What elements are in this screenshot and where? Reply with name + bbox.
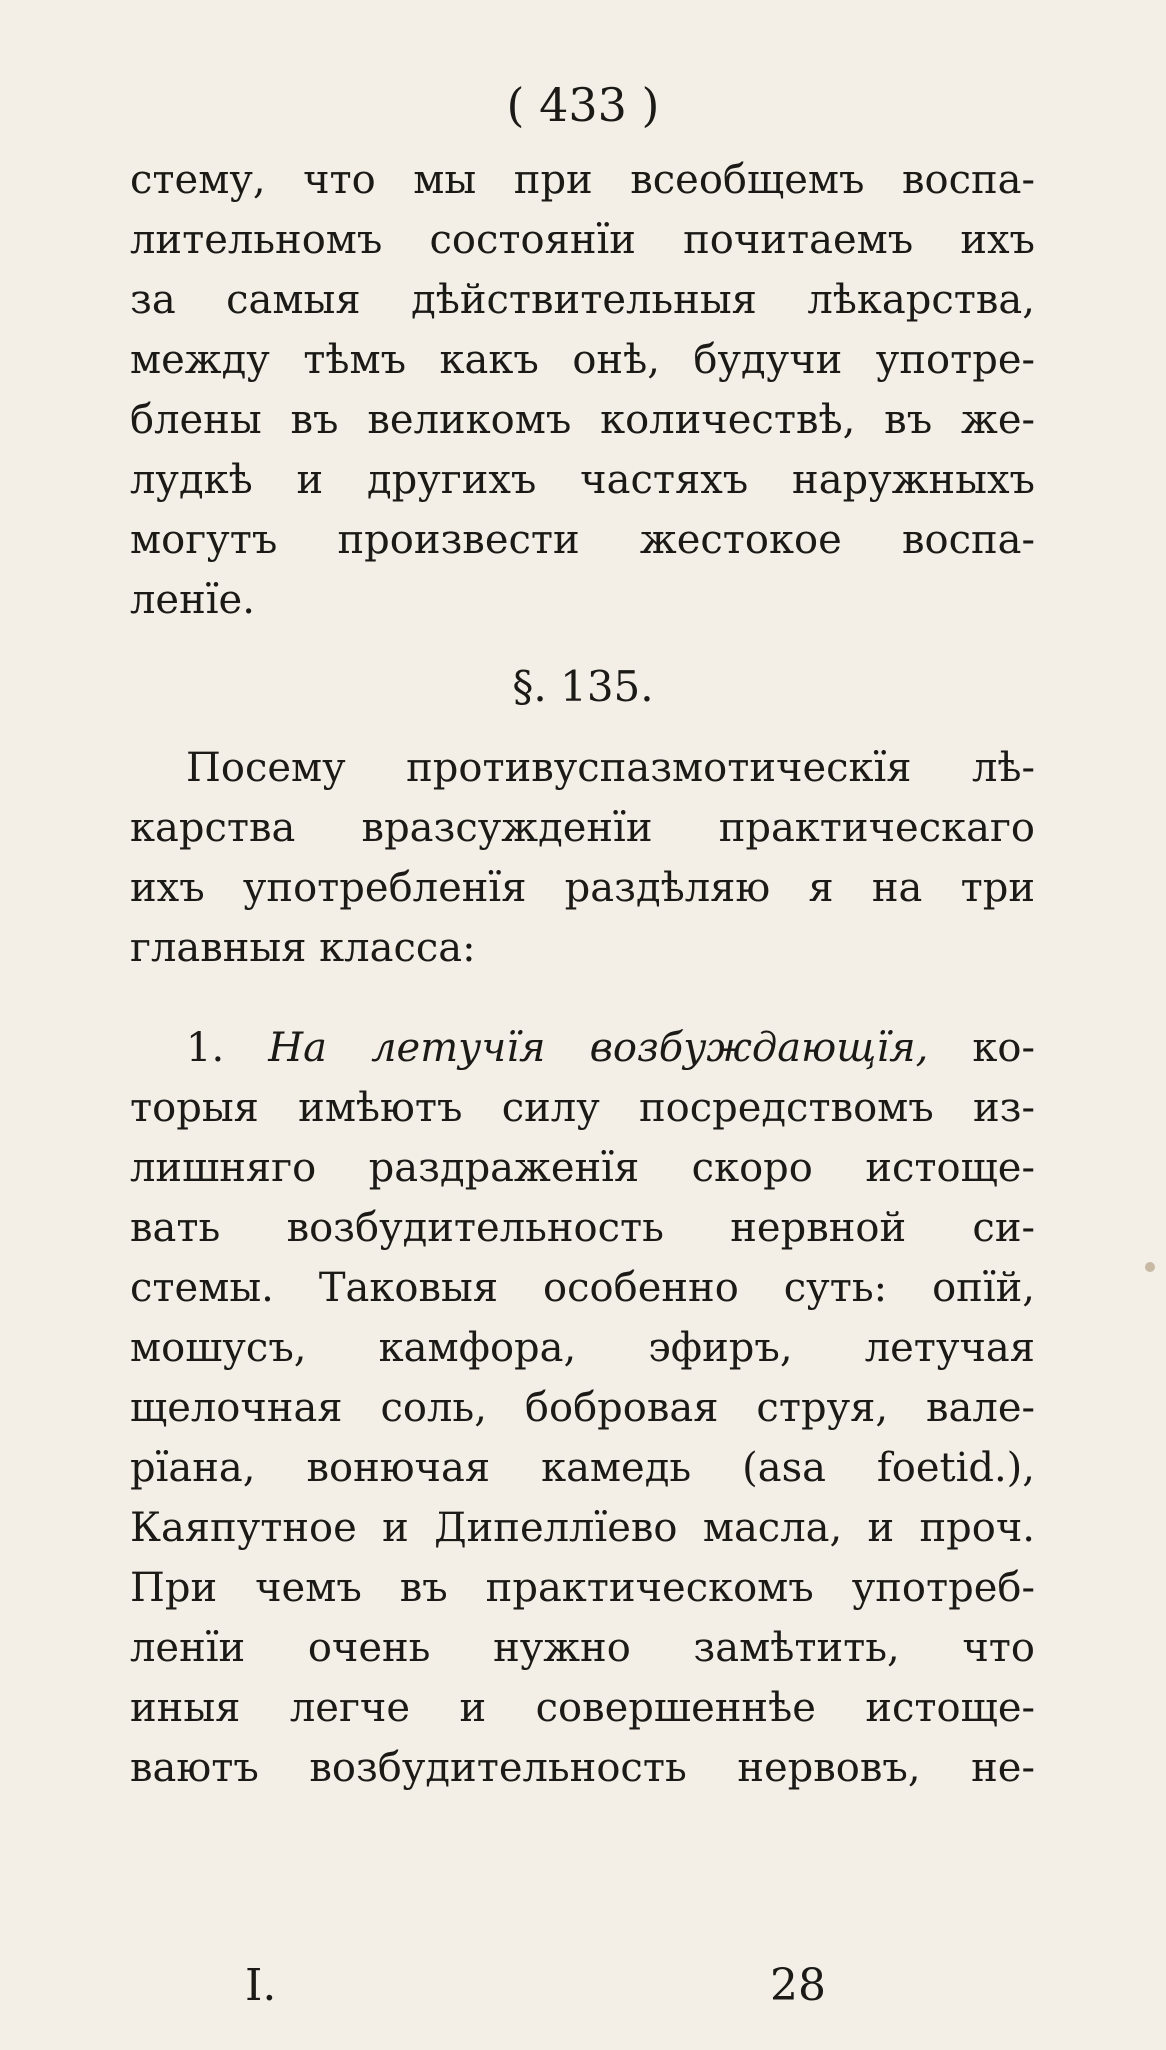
text-line: стемы. Таковыя особенно суть: опїй, <box>130 1265 1035 1311</box>
paragraph-continuation <box>130 150 1035 630</box>
text-line: стему, что мы при всеобщемъ воспа- <box>130 157 1035 203</box>
text-line: между тѣмъ какъ онѣ, будучи употре- <box>130 337 1035 383</box>
text-line: лительномъ состоянїи почитаемъ ихъ <box>130 217 1035 263</box>
text-fragment: ко- <box>972 1025 1036 1071</box>
section-heading: §. 135. <box>512 662 654 711</box>
text-line: При чемъ въ практическомъ употреб- <box>130 1565 1035 1611</box>
text-line: ваютъ возбудительность нервовъ, не- <box>130 1745 1035 1791</box>
italic-term: На летучїя возбуждающїя, <box>268 1025 929 1071</box>
text-line: блены въ великомъ количествѣ, въ же- <box>130 397 1035 443</box>
text-line: лудкѣ и другихъ частяхъ наружныхъ <box>130 457 1035 503</box>
paper-speck <box>1145 1262 1155 1272</box>
text-line: торыя имѣютъ силу посредствомъ из- <box>130 1085 1035 1131</box>
page-number: ( 433 ) <box>506 78 660 132</box>
text-line: Посему противуспазмотическїя лѣ- <box>186 745 1035 791</box>
text-line: ихъ употребленїя раздѣляю я на три <box>130 865 1035 911</box>
signature-number: 28 <box>770 1960 826 2011</box>
paragraph-class-one <box>130 1018 1035 1798</box>
text-line: Каяпутное и Дипеллїево масла, и проч. <box>130 1505 1035 1551</box>
text-line: ленїи очень нужно замѣтить, что <box>130 1625 1035 1671</box>
text-line: мошусъ, камфора, эфиръ, летучая <box>130 1325 1035 1371</box>
item-number: 1. <box>186 1025 225 1071</box>
text-line: щелочная соль, бобровая струя, вале- <box>130 1385 1035 1431</box>
text-line <box>130 1018 1035 1078</box>
text-line: вать возбудительность нервной си- <box>130 1205 1035 1251</box>
paragraph-intro <box>130 738 1035 978</box>
text-line: иныя легче и совершеннѣе истоще- <box>130 1685 1035 1731</box>
text-line: ленїе. <box>130 577 255 623</box>
signature-mark: I. <box>245 1960 277 2011</box>
text-line: лишняго раздраженїя скоро истоще- <box>130 1145 1035 1191</box>
text-line: могутъ произвести жестокое воспа- <box>130 517 1035 563</box>
text-line: главныя класса: <box>130 925 476 971</box>
text-line: рїана, вонючая камедь (asa foetid.), <box>130 1445 1035 1491</box>
text-line: карства вразсужденїи практическаго <box>130 805 1035 851</box>
text-line: за самыя дѣйствительныя лѣкарства, <box>130 277 1035 323</box>
